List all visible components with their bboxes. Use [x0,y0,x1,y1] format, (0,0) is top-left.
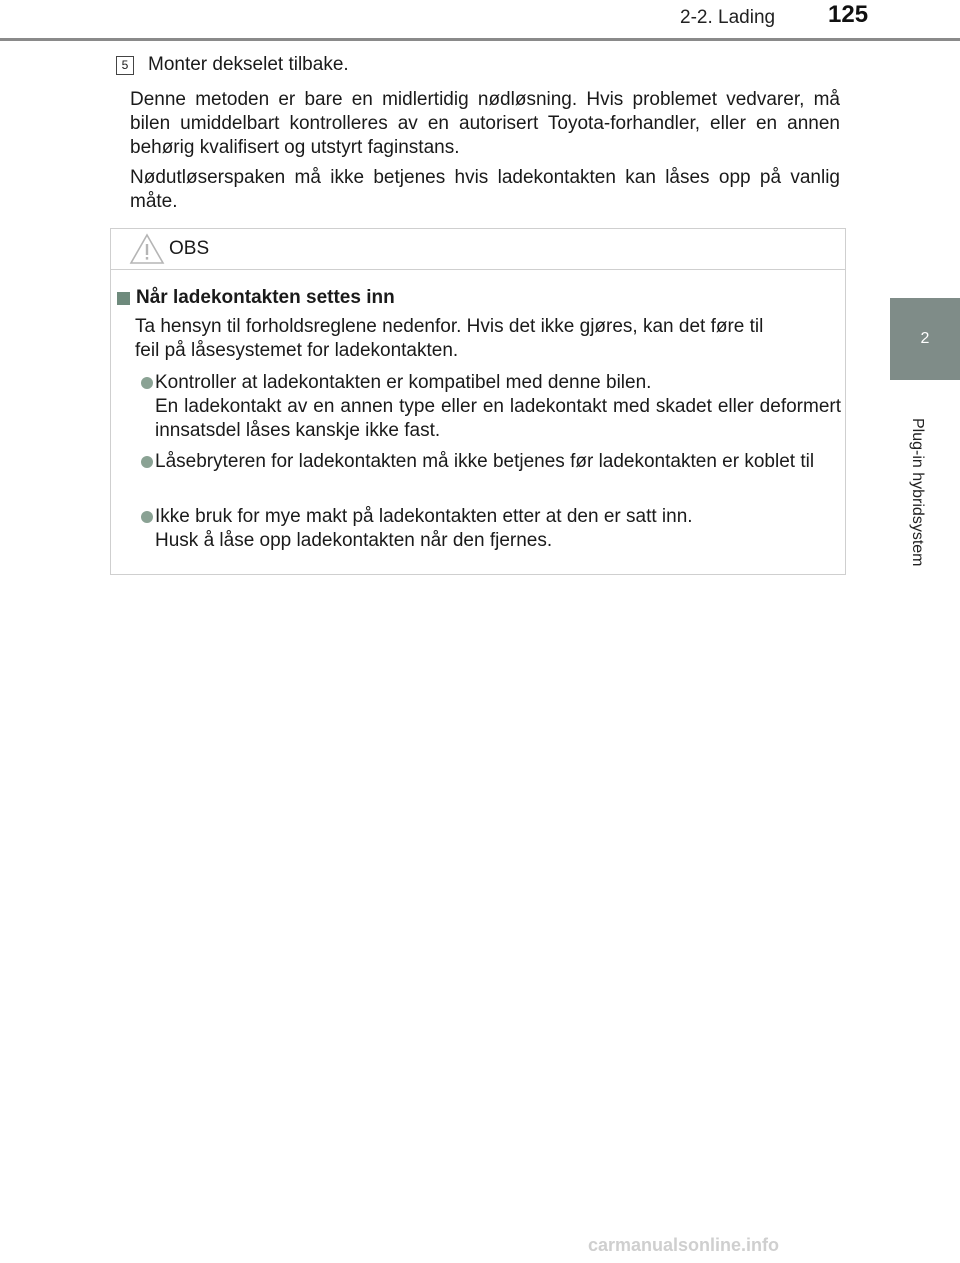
square-bullet-icon [117,292,130,305]
chapter-label: Plug-in hybridsystem [909,418,926,567]
bullet-line: Husk å låse opp ladekontakten når den fjernes. [155,530,553,551]
list-item [141,371,841,443]
list-item [141,505,841,553]
watermark: carmanualsonline.info [588,1235,780,1255]
step-5 [116,54,349,76]
bullet-dot-icon [141,377,153,389]
bullet-line: En ladekontakt av en annen type eller en ladekontakt med skadet eller deformert innsatsdel låses kanskje ikke fast. [155,396,841,441]
intro-line: feil på låsesystemet for ladekontakten. [135,340,459,361]
notice-title: OBS [169,238,210,259]
notice-intro [135,315,835,363]
bullet-line: Låsebryteren for ladekontakten må ikke betjenes før ladekontakten er koblet til [155,451,815,472]
step-text: Monter dekselet tilbake. [148,54,349,75]
bullet-line: Ikke bruk for mye makt på ladekontakten etter at den er satt inn. [155,506,693,527]
subsection-heading [117,287,395,309]
subsection-title: Når ladekontakten settes inn [136,287,395,308]
chapter-tab-number: 2 [920,330,930,347]
list-item [141,450,841,474]
chapter-tab[interactable] [890,298,960,380]
paragraph-release-lever: Nødutløserspaken må ikke betjenes hvis ladekontakten kan låses opp på vanlig måte. [130,167,840,212]
bullet-dot-icon [141,511,153,523]
intro-line: Ta hensyn til forholdsreglene nedenfor. Hvis det ikke gjøres, kan det føre til [135,316,764,337]
header-rule [0,38,960,41]
step-number-badge: 5 [116,56,134,75]
page-number: 125 [828,1,869,28]
paragraph-emergency-solution: Denne metoden er bare en midlertidig nødløsning. Hvis problemet vedvarer, må bilen umiddelbart kontrolleres av en autorisert Toyota-forhandler, eller en annen behørig kvalifisert og utstyrt faginstans. [130,89,840,158]
section-title: 2-2. Lading [680,7,776,28]
bullet-dot-icon [141,456,153,468]
bullet-line: Kontroller at ladekontakten er kompatibel med denne bilen. [155,372,652,393]
notice-box [110,228,846,575]
warning-triangle-icon [129,233,165,265]
notice-header [111,229,845,270]
